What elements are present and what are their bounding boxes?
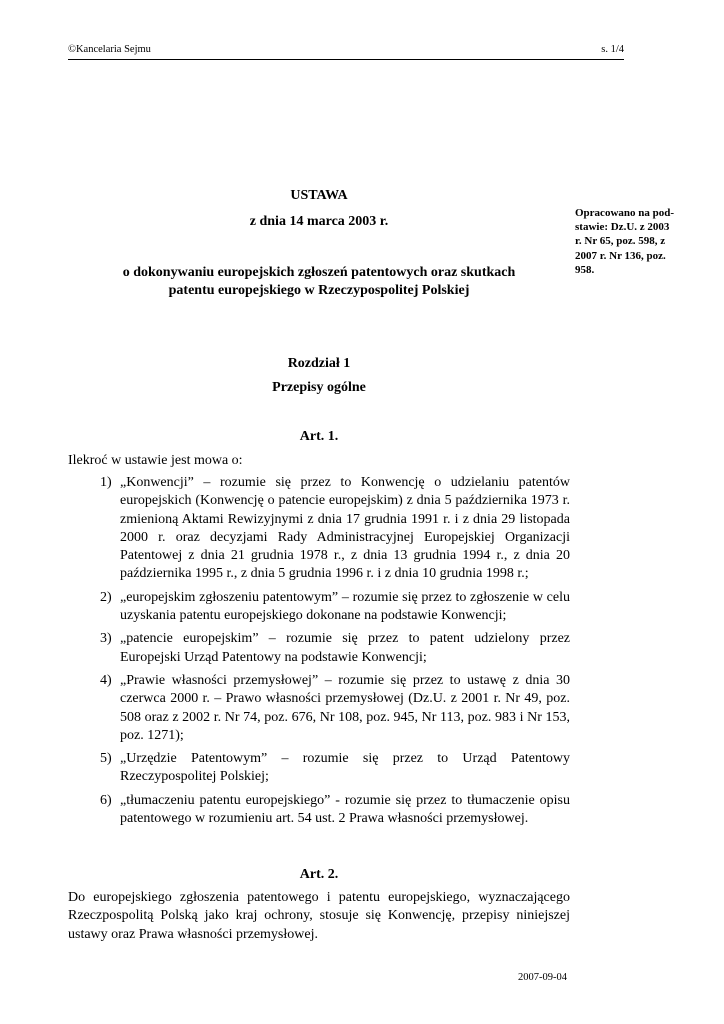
article-2-heading: Art. 2.: [299, 867, 339, 882]
definitions-list: [68, 474, 570, 833]
header-page-number: s. 1/4: [601, 44, 624, 55]
act-type-title: USTAWA: [290, 188, 348, 203]
act-subject-line-1: o dokonywaniu europejskich zgłoszeń patentowych oraz skutkach: [122, 265, 516, 280]
act-date: z dnia 14 marca 2003 r.: [249, 214, 389, 229]
list-item-number: 5): [100, 751, 112, 767]
list-item: [68, 750, 570, 787]
side-note-line: Opracowano na pod-: [575, 207, 675, 219]
side-note-line: 958.: [575, 263, 595, 276]
list-item: [68, 792, 570, 829]
header-publisher: ©Kancelaria Sejmu: [68, 44, 151, 55]
chapter-number: Rozdział 1: [287, 356, 351, 371]
list-item: [68, 474, 570, 584]
page-header: [68, 43, 624, 60]
list-item: [68, 630, 570, 667]
list-item-number: 1): [100, 475, 112, 490]
chapter-name: Przepisy ogólne: [272, 380, 366, 395]
list-item-number: 2): [100, 589, 112, 605]
list-item-text: „Prawie własności przemysłowej” – rozumie się przez to ustawę z dnia 30 czerwca 2000 r. – Prawo własności przemysłowej (Dz.U. z 2001 r. Nr 49, poz. 508 oraz z 2002 r. Nr 74, poz. 676, Nr 108, poz. 945, Nr 113, poz. 983 i Nr 153, poz. 1271);: [120, 672, 570, 743]
list-item-text: „Konwencji” – rozumie się przez to Konwencję o udzielaniu patentów europejskich (Konwencję o patencie europejskim) z dnia 5 października 1973 r. zmienioną Aktami Rewizyjnymi z dnia 17 grudnia 1991 r. i z dnia 29 listopada 2000 r. oraz decyzjami Rady Administracyjnej Europejskiej Organizacji Patentowej z dnia 21 grudnia 1978 r., z dnia 13 grudnia 1994 r., z dnia 20 października 1995 r., z dnia 5 grudnia 1996 r. i z dnia 10 grudnia 1998 r.;: [120, 475, 570, 582]
article-2-text: Do europejskiego zgłoszenia patentowego i patentu europejskiego, wyznaczającego Rzeczpospolitą Polską jako kraj ochrony, stosuje się Konwencję, przepisy niniejszej ustawy oraz Prawa własności przemysłowej.: [68, 890, 570, 942]
side-note: [575, 206, 693, 277]
list-item-number: 4): [100, 672, 112, 688]
list-item-number: 6): [100, 792, 112, 808]
side-note-line: stawie: Dz.U. z 2003: [575, 221, 670, 234]
list-item-text: „tłumaczeniu patentu europejskiego” - rozumie się przez to tłumaczenie opisu patentowego w rozumieniu art. 54 ust. 2 Prawa własności przemysłowej.: [120, 792, 570, 827]
list-item: [68, 672, 570, 745]
act-subject-line-2: patentu europejskiego w Rzeczypospolitej Polskiej: [168, 283, 470, 298]
article-1-intro: Ilekroć w ustawie jest mowa o:: [68, 453, 243, 468]
list-item-text: „europejskim zgłoszeniu patentowym” – rozumie się przez to zgłoszenie w celu uzyskania patentu europejskiego dokonane na podstawie Konwencji;: [120, 589, 570, 624]
footer-date: 2007-09-04: [518, 972, 567, 983]
side-note-line: r. Nr 65, poz. 598, z: [575, 235, 666, 248]
side-note-line: 2007 r. Nr 136, poz.: [575, 249, 666, 262]
list-item-text: „Urzędzie Patentowym” – rozumie się przez to Urząd Patentowy Rzeczypospolitej Polskiej;: [120, 751, 570, 785]
list-item-number: 3): [100, 631, 112, 647]
list-item-text: „patencie europejskim” – rozumie się przez to patent udzielony przez Europejski Urząd Patentowy na podstawie Konwencji;: [120, 631, 570, 665]
article-1-heading: Art. 1.: [299, 429, 339, 444]
list-item: [68, 589, 570, 626]
